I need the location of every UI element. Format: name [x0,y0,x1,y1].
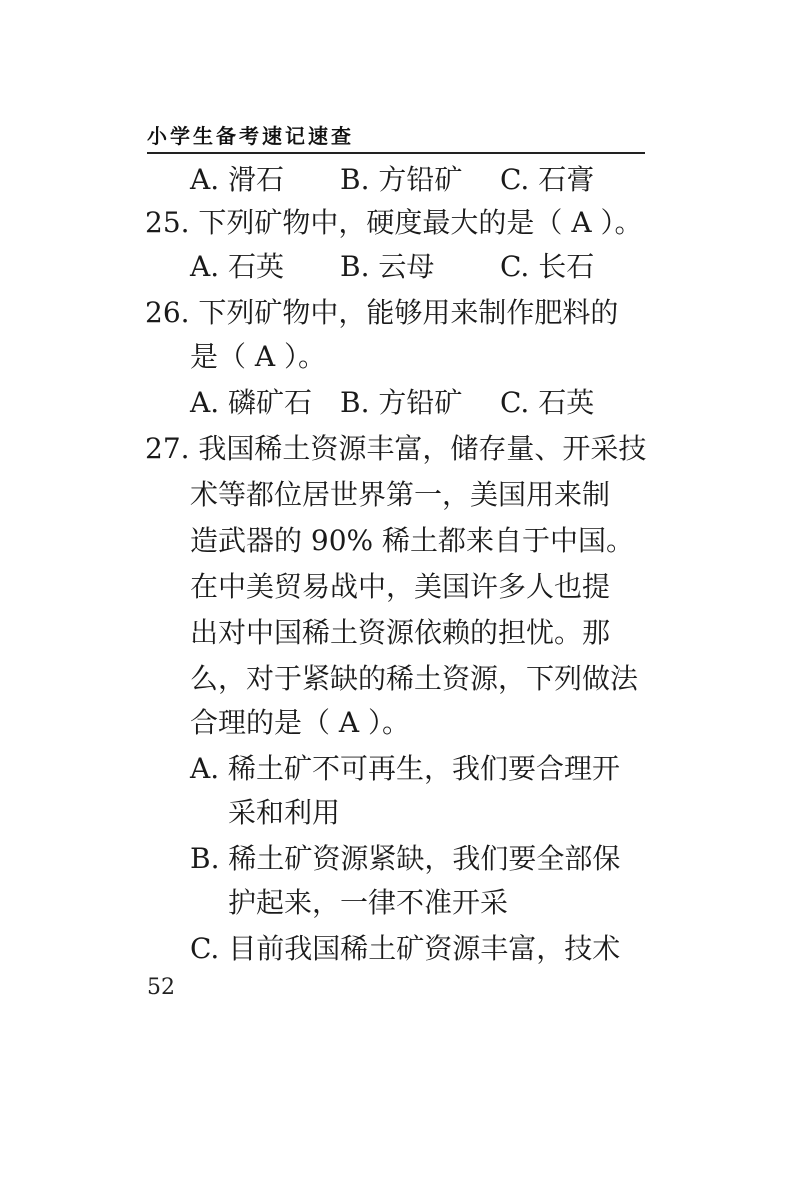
q24-options [190,163,644,197]
q25-stem: 25. 下列矿物中，硬度最大的是（ A ）。 [145,206,643,239]
q27-stem-line-6: 么，对于紧缺的稀土资源，下列做法 [190,662,639,695]
q25-option-c: C. 长石 [500,250,595,283]
q25-options [190,250,644,284]
header-title: 小学生备考速记速查 [147,124,354,148]
q27-stem-line-1: 27. 我国稀土资源丰富，储存量、开采技 [145,432,647,465]
q27-option-b-line-1: B. 稀土矿资源紧缺，我们要全部保 [190,842,621,875]
q26-option-a: A. 磷矿石 [190,386,313,419]
q27-option-b-line-2: 护起来，一律不准开采 [228,886,509,919]
q27-stem-line-3: 造武器的 90% 稀土都来自于中国。 [190,524,635,557]
q27-option-a-line-2: 采和利用 [228,796,341,829]
q27-stem-line-2: 术等都位居世界第一，美国用来制 [190,478,611,511]
q24-option-a: A. 滑石 [190,163,285,196]
running-header [147,118,645,154]
q27-stem-line-5: 出对中国稀土资源依赖的担忧。那 [190,616,611,649]
q24-option-b: B. 方铅矿 [340,163,463,196]
q27-option-a-line-1: A. 稀土矿不可再生，我们要合理开 [190,752,621,785]
q25-option-b: B. 云母 [340,250,435,283]
q27-stem-line-7: 合理的是（ A ）。 [190,706,411,739]
q26-option-b: B. 方铅矿 [340,386,463,419]
q26-stem-line-1: 26. 下列矿物中，能够用来制作肥料的 [145,296,619,329]
q25-option-a: A. 石英 [190,250,285,283]
q26-option-c: C. 石英 [500,386,595,419]
q27-option-c-line-1: C. 目前我国稀土矿资源丰富，技术 [190,932,621,965]
q26-options [190,386,644,420]
q27-stem-line-4: 在中美贸易战中，美国许多人也提 [190,570,611,603]
q26-stem-line-2: 是（ A ）。 [190,340,327,373]
q24-option-c: C. 石膏 [500,163,595,196]
page-number: 52 [147,975,175,1000]
